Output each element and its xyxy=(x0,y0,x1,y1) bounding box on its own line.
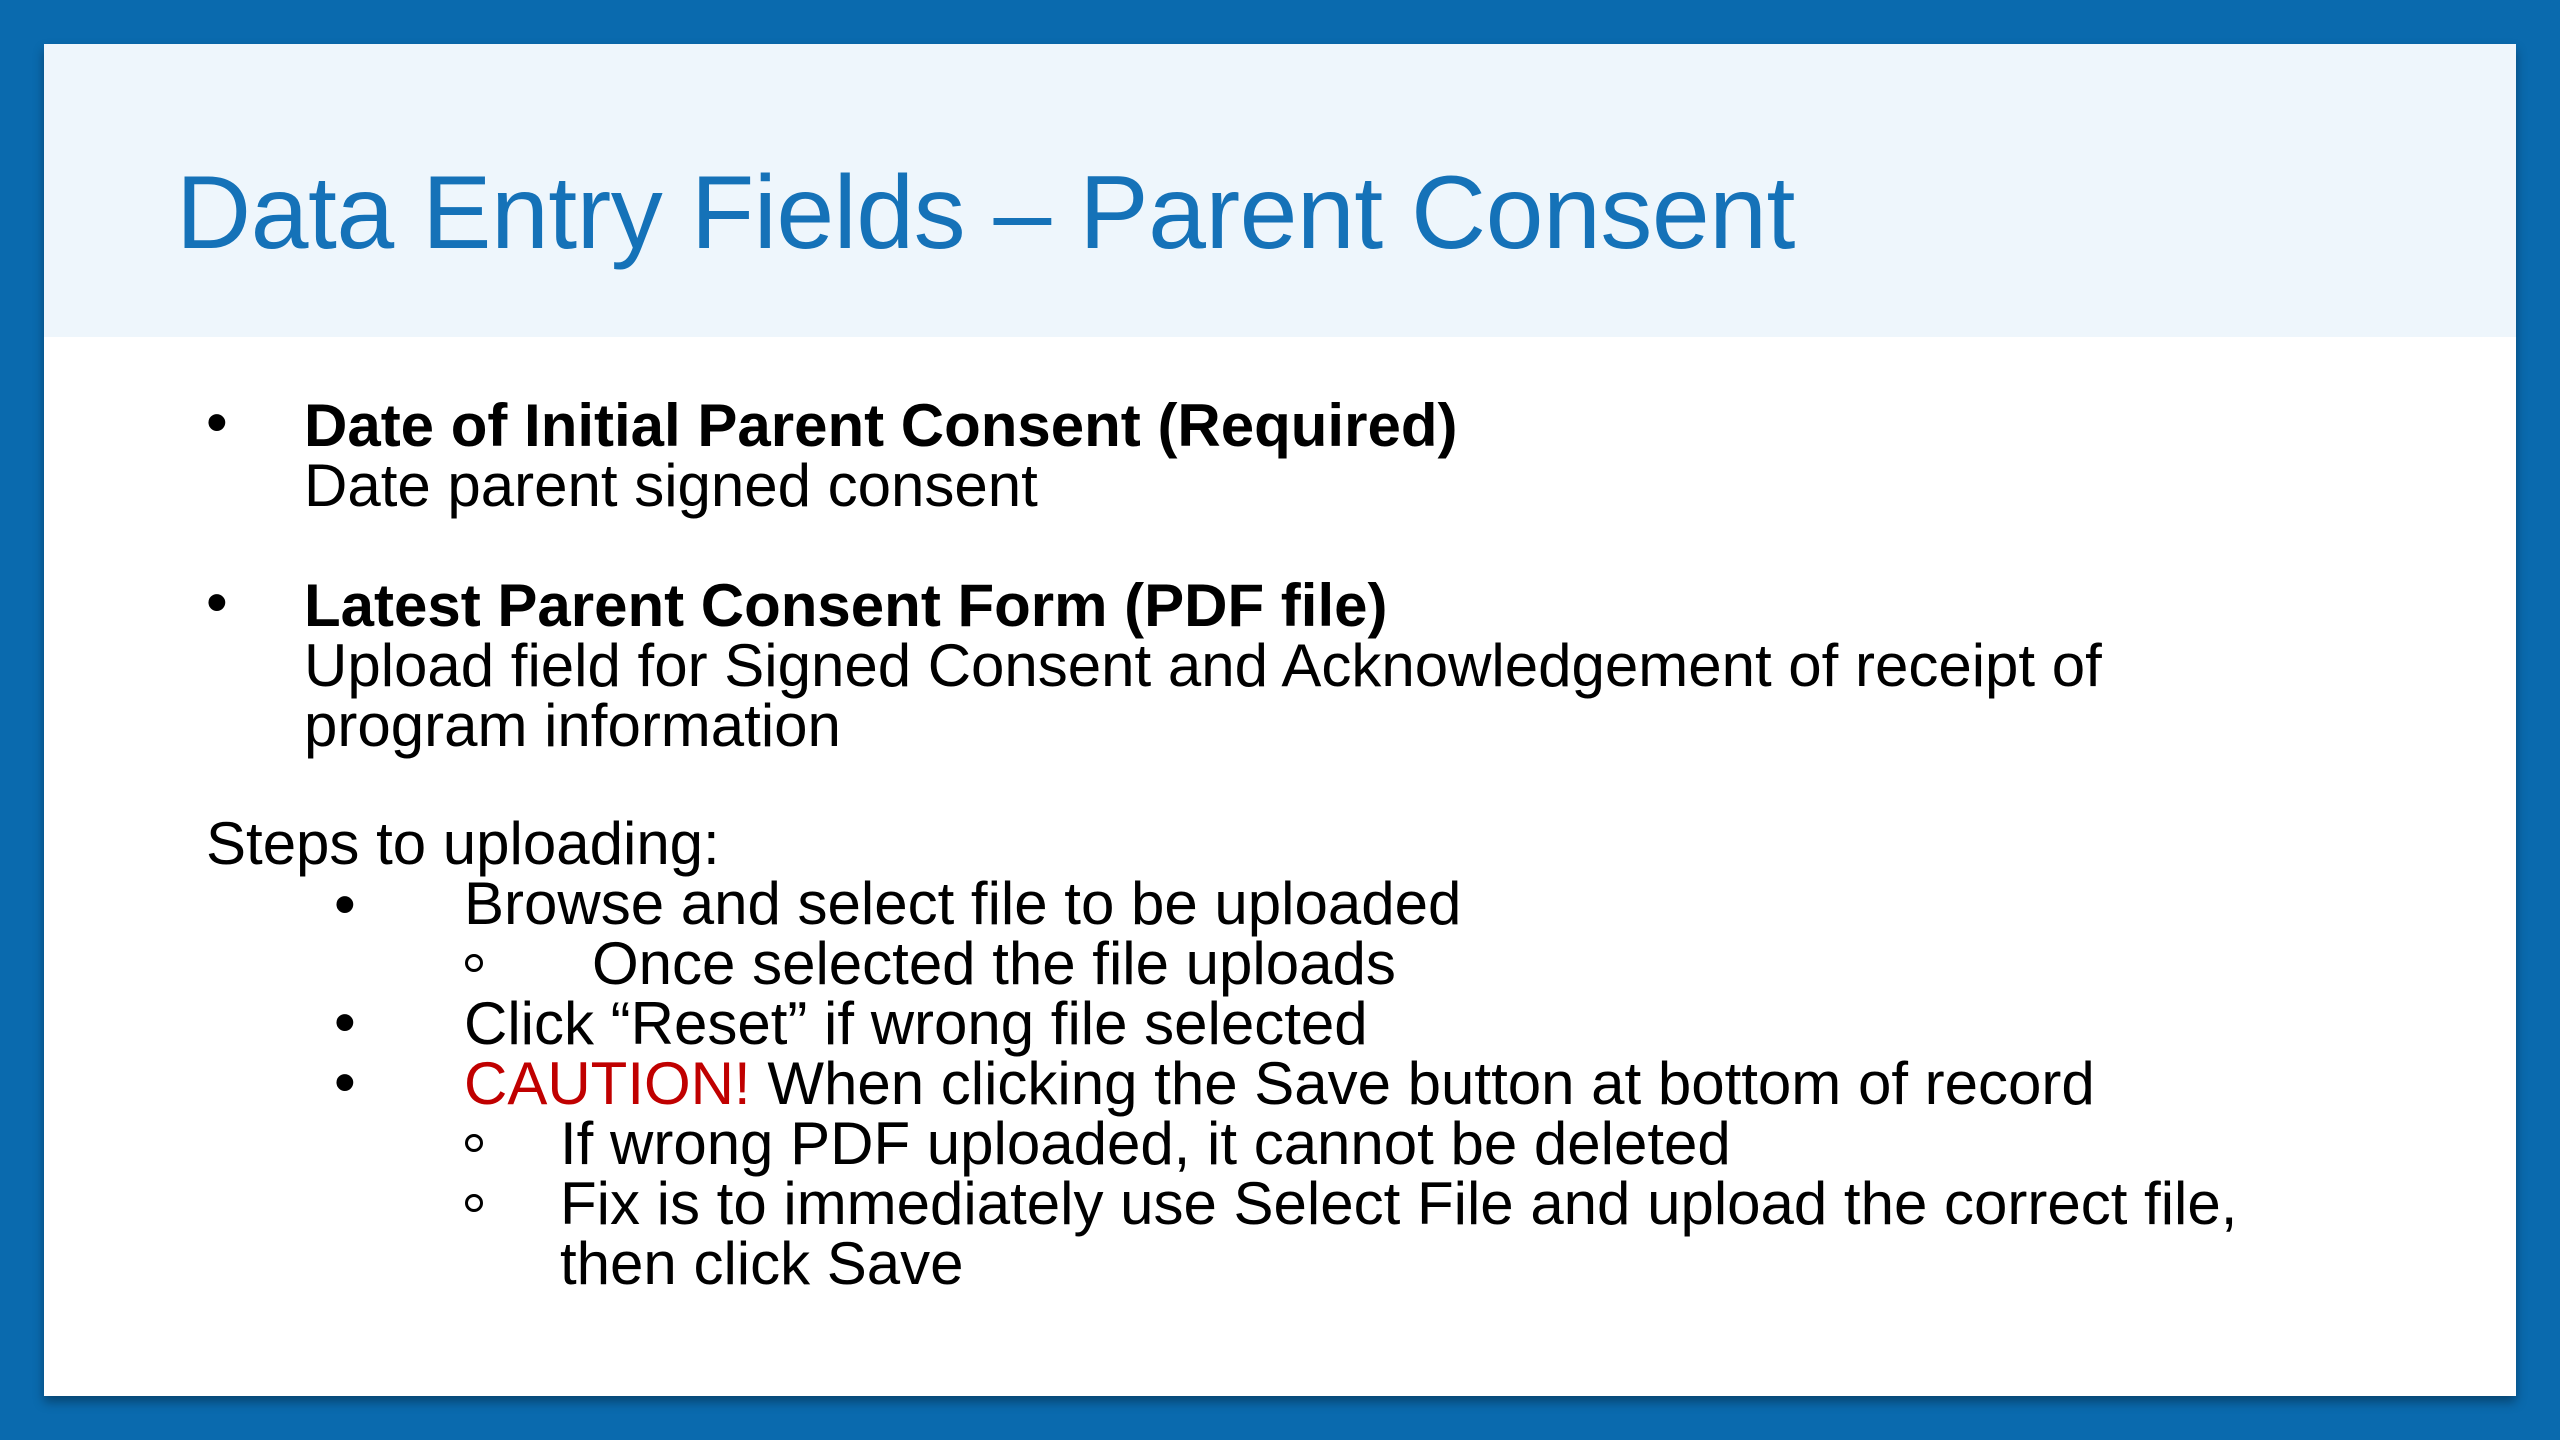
caution-label: CAUTION! xyxy=(464,1050,751,1117)
circle-bullet-icon xyxy=(465,1194,483,1212)
step-item xyxy=(464,1050,2095,1117)
step-item-text: When clicking the Save button at bottom of record xyxy=(750,1050,2095,1117)
slide-title: Data Entry Fields – Parent Consent xyxy=(176,155,1795,271)
step-subitem: If wrong PDF uploaded, it cannot be deleted xyxy=(560,1110,1731,1177)
steps-heading: Steps to uploading: xyxy=(206,810,720,877)
step-item: Click “Reset” if wrong file selected xyxy=(464,990,1368,1057)
field-heading: Date of Initial Parent Consent (Required) xyxy=(304,392,1458,459)
field-description: Date parent signed consent xyxy=(304,452,1038,519)
circle-bullet-icon xyxy=(465,954,483,972)
bullet-icon: • xyxy=(206,388,228,457)
bullet-icon: • xyxy=(206,568,228,637)
step-item: Browse and select file to be uploaded xyxy=(464,870,1462,937)
step-subitem-continuation: then click Save xyxy=(560,1230,964,1297)
bullet-icon: • xyxy=(334,870,356,939)
bullet-icon: • xyxy=(334,1048,356,1117)
step-subitem: Once selected the file uploads xyxy=(592,930,1396,997)
field-description: program information xyxy=(304,692,841,759)
slide xyxy=(44,44,2516,1396)
slide-body xyxy=(44,44,2516,1396)
field-description: Upload field for Signed Consent and Acknowledgement of receipt of xyxy=(304,632,2102,699)
circle-bullet-icon xyxy=(465,1134,483,1152)
field-heading: Latest Parent Consent Form (PDF file) xyxy=(304,572,1388,639)
bullet-icon: • xyxy=(334,988,356,1057)
step-subitem: Fix is to immediately use Select File and upload the correct file, xyxy=(560,1170,2238,1237)
